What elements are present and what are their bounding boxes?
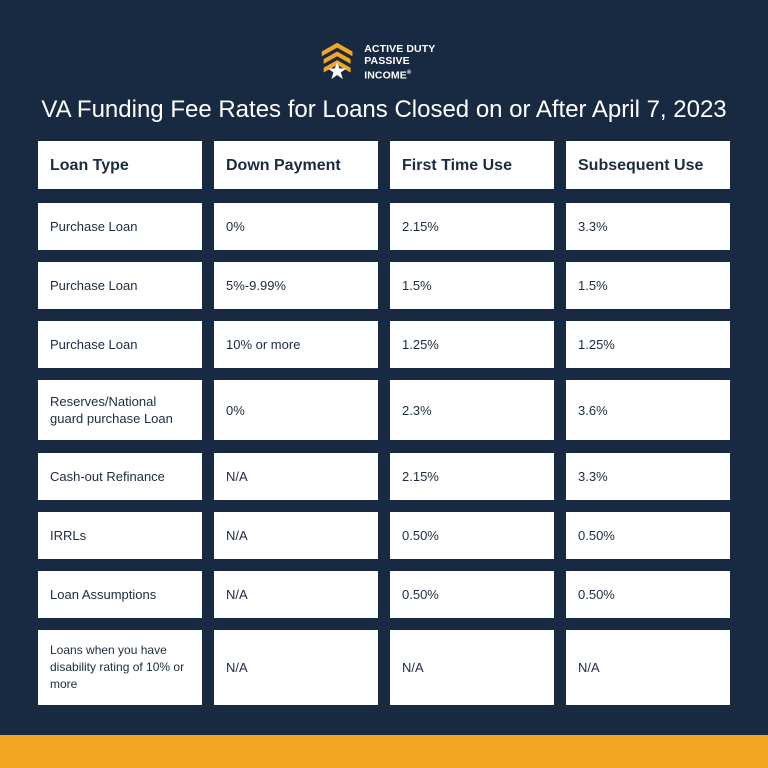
brand-logo — [316, 40, 456, 84]
cell-down-payment: 10% or more — [214, 321, 378, 368]
cell-loan-type: Purchase Loan — [38, 203, 202, 250]
cell-subsequent-use: 1.25% — [566, 321, 730, 368]
cell-loan-type: Purchase Loan — [38, 262, 202, 309]
brand-line-2 — [364, 55, 456, 82]
cell-down-payment: N/A — [214, 571, 378, 618]
brand-name — [364, 43, 456, 82]
cell-subsequent-use: 0.50% — [566, 512, 730, 559]
cell-loan-type: Purchase Loan — [38, 321, 202, 368]
cell-first-time-use: 2.3% — [390, 380, 554, 440]
trademark-mark: ® — [406, 69, 412, 76]
cell-first-time-use: 0.50% — [390, 571, 554, 618]
header-down-payment: Down Payment — [214, 141, 378, 189]
cell-first-time-use: N/A — [390, 630, 554, 705]
cell-first-time-use: 0.50% — [390, 512, 554, 559]
cell-first-time-use: 2.15% — [390, 453, 554, 500]
cell-first-time-use: 1.5% — [390, 262, 554, 309]
cell-subsequent-use: 3.3% — [566, 203, 730, 250]
brand-line-2-text: PASSIVE INCOME — [364, 54, 410, 82]
page-title: VA Funding Fee Rates for Loans Closed on or After April 7, 2023 — [41, 96, 727, 123]
cell-loan-type: Loan Assumptions — [38, 571, 202, 618]
cell-loan-type: Loans when you have disability rating of 10% or more — [38, 630, 202, 705]
cell-subsequent-use: 3.3% — [566, 453, 730, 500]
cell-subsequent-use: 0.50% — [566, 571, 730, 618]
cell-down-payment: N/A — [214, 453, 378, 500]
cell-subsequent-use: N/A — [566, 630, 730, 705]
cell-loan-type: IRRLs — [38, 512, 202, 559]
cell-subsequent-use: 3.6% — [566, 380, 730, 440]
cell-first-time-use: 2.15% — [390, 203, 554, 250]
header-subsequent-use: Subsequent Use — [566, 141, 730, 189]
cell-loan-type: Reserves/National guard purchase Loan — [38, 380, 202, 440]
cell-down-payment: 0% — [214, 380, 378, 440]
header-loan-type: Loan Type — [38, 141, 202, 189]
header-first-time-use: First Time Use — [390, 141, 554, 189]
cell-subsequent-use: 1.5% — [566, 262, 730, 309]
chevron-star-emblem-icon — [316, 40, 358, 84]
cell-down-payment: N/A — [214, 512, 378, 559]
cell-first-time-use: 1.25% — [390, 321, 554, 368]
footer-band — [0, 735, 768, 768]
cell-down-payment: 5%-9.99% — [214, 262, 378, 309]
cell-loan-type: Cash-out Refinance — [38, 453, 202, 500]
brand-line-1: ACTIVE DUTY — [364, 42, 436, 55]
cell-down-payment: N/A — [214, 630, 378, 705]
cell-down-payment: 0% — [214, 203, 378, 250]
